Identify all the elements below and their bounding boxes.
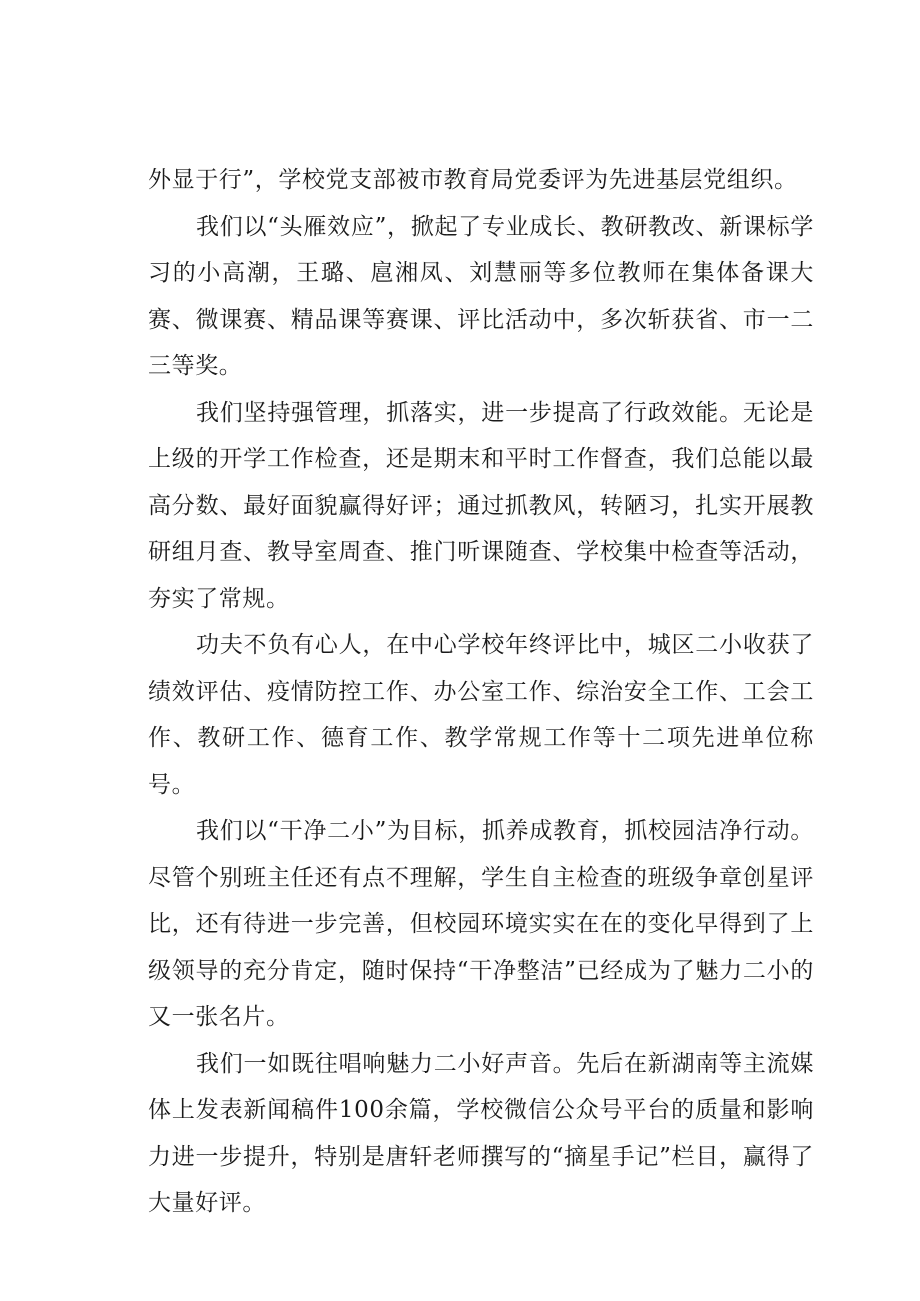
paragraph-clean-campus: 我们以“干净二小”为目标，抓养成教育，抓校园洁净行动。尽管个别班主任还有点不理解，学生自主检查的班级争章创星评比，还有待进一步完善，但校园环境实实在在的变化早得到了上级领导的充分肯定，随时保持“干净整洁”已经成为了魅力二小的又一张名片。 [148, 818, 814, 1030]
paragraph-publicity: 我们一如既往唱响魅力二小好声音。先后在新湖南等主流媒体上发表新闻稿件100余篇，学校微信公众号平台的质量和影响力进一步提升，特别是唐轩老师撰写的“摘星手记”栏目，赢得了大量好评。 [148, 1050, 814, 1216]
paragraph-management: 我们坚持强管理，抓落实，进一步提高了行政效能。无论是上级的开学工作检查，还是期末和平时工作督查，我们总能以最高分数、最好面貌赢得好评；通过抓教风，转陋习，扎实开展教研组月查、教导室周查、推门听课随查、学校集中检查等活动，夯实了常规。 [148, 399, 814, 612]
paragraph-awards: 功夫不负有心人，在中心学校年终评比中，城区二小收获了绩效评估、疫情防控工作、办公室工作、综治安全工作、工会工作、教研工作、德育工作、教学常规工作等十二项先进单位称号。 [148, 632, 814, 798]
document-body [148, 157, 814, 1227]
paragraph-continuation: 外显于行”，学校党支部被市教育局党委评为先进基层党组织。 [148, 167, 798, 193]
paragraph-leading-goose-effect: 我们以“头雁效应”，掀起了专业成长、教研教改、新课标学习的小高潮，王璐、扈湘凤、刘慧丽等多位教师在集体备课大赛、微课赛、精品课等赛课、评比活动中，多次斩获省、市一二三等奖。 [148, 213, 814, 379]
